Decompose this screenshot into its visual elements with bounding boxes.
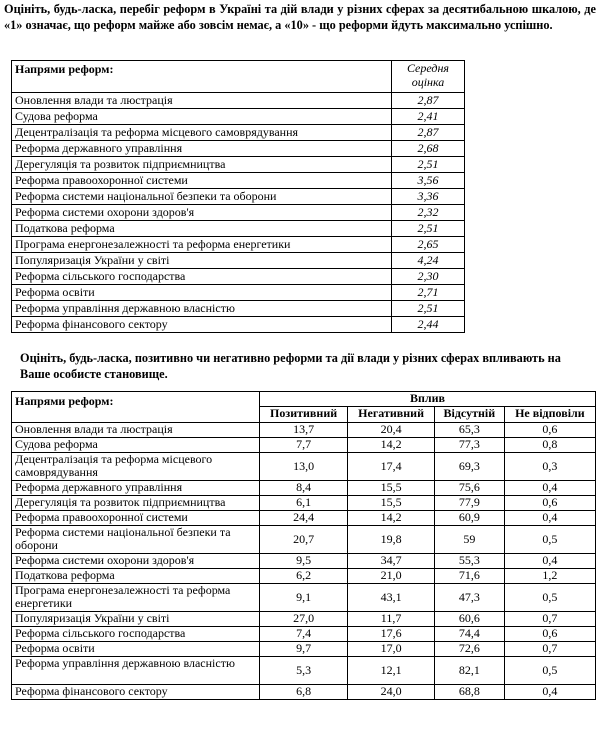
reform-name: Реформа державного управління <box>12 141 392 157</box>
no-answer-value: 0,4 <box>504 685 595 700</box>
table-row <box>12 253 465 269</box>
header-impact: Вплив <box>260 392 596 407</box>
reform-name: Реформа сільського господарства <box>12 269 392 285</box>
no-answer-value: 0,6 <box>504 423 595 438</box>
positive-value: 8,4 <box>260 481 348 496</box>
table-row <box>12 569 596 584</box>
reform-name: Дерегуляція та розвиток підприємництва <box>12 496 260 511</box>
positive-value: 9,1 <box>260 584 348 612</box>
average-score-value: 2,41 <box>392 109 465 125</box>
absent-value: 75,6 <box>434 481 504 496</box>
reform-name: Дерегуляція та розвиток підприємництва <box>12 157 392 173</box>
table-row <box>12 285 465 301</box>
negative-value: 19,8 <box>348 526 435 554</box>
absent-value: 74,4 <box>434 627 504 642</box>
no-answer-value: 0,8 <box>504 438 595 453</box>
positive-value: 13,0 <box>260 453 348 481</box>
average-score-value: 2,68 <box>392 141 465 157</box>
table-row <box>12 173 465 189</box>
table-row <box>12 481 596 496</box>
reform-name: Реформа системи національної безпеки та оборони <box>12 189 392 205</box>
reform-name: Оновлення влади та люстрація <box>12 423 260 438</box>
reform-name: Реформа правоохоронної системи <box>12 173 392 189</box>
table-row <box>12 554 596 569</box>
no-answer-value: 0,4 <box>504 511 595 526</box>
question-1-text: Оцініть, будь-ласка, перебіг реформ в Україні та дій влади у різних сферах за десятибальною шкалою, де «1» означає, що реформ майже або зовсім немає, а «10» - що реформи йдуть максимально успішно. <box>4 2 596 32</box>
absent-value: 60,6 <box>434 612 504 627</box>
negative-value: 14,2 <box>348 438 435 453</box>
table-row <box>12 237 465 253</box>
no-answer-value: 0,3 <box>504 453 595 481</box>
no-answer-value: 0,5 <box>504 526 595 554</box>
absent-value: 77,3 <box>434 438 504 453</box>
table-row <box>12 685 596 700</box>
absent-value: 71,6 <box>434 569 504 584</box>
average-score-value: 2,71 <box>392 285 465 301</box>
positive-value: 6,1 <box>260 496 348 511</box>
table-row <box>12 301 465 317</box>
reform-name: Реформа фінансового сектору <box>12 685 260 700</box>
negative-value: 11,7 <box>348 612 435 627</box>
table-row <box>12 189 465 205</box>
table-header-row <box>12 392 596 407</box>
table-row <box>12 317 465 333</box>
negative-value: 20,4 <box>348 423 435 438</box>
positive-value: 6,8 <box>260 685 348 700</box>
absent-value: 68,8 <box>434 685 504 700</box>
reform-name: Реформа фінансового сектору <box>12 317 392 333</box>
absent-value: 59 <box>434 526 504 554</box>
table-row <box>12 125 465 141</box>
table-row <box>12 657 596 685</box>
positive-value: 27,0 <box>260 612 348 627</box>
average-score-value: 2,65 <box>392 237 465 253</box>
header-positive: Позитивний <box>260 407 348 423</box>
reform-name: Реформа управління державною власністю <box>12 301 392 317</box>
negative-value: 24,0 <box>348 685 435 700</box>
absent-value: 55,3 <box>434 554 504 569</box>
absent-value: 65,3 <box>434 423 504 438</box>
average-score-value: 2,44 <box>392 317 465 333</box>
no-answer-value: 0,7 <box>504 612 595 627</box>
no-answer-value: 0,6 <box>504 627 595 642</box>
reform-name: Податкова реформа <box>12 221 392 237</box>
positive-value: 9,5 <box>260 554 348 569</box>
header-reform-directions: Напрями реформ: <box>12 61 392 93</box>
no-answer-value: 1,2 <box>504 569 595 584</box>
negative-value: 34,7 <box>348 554 435 569</box>
table-row <box>12 141 465 157</box>
table-row <box>12 642 596 657</box>
no-answer-value: 0,5 <box>504 584 595 612</box>
header-negative: Негативний <box>348 407 435 423</box>
reform-name: Програма енергонезалежності та реформа енергетики <box>12 237 392 253</box>
reform-name: Популяризація України у світі <box>12 612 260 627</box>
table-row <box>12 526 596 554</box>
table-row <box>12 584 596 612</box>
average-score-value: 2,30 <box>392 269 465 285</box>
positive-value: 6,2 <box>260 569 348 584</box>
reform-name: Реформа правоохоронної системи <box>12 511 260 526</box>
reform-name: Реформа системи охорони здоров'я <box>12 554 260 569</box>
table-row <box>12 438 596 453</box>
table-row <box>12 612 596 627</box>
reform-name: Децентралізація та реформа місцевого самоврядування <box>12 453 260 481</box>
header-reform-directions: Напрями реформ: <box>12 392 260 423</box>
negative-value: 17,6 <box>348 627 435 642</box>
average-score-value: 3,36 <box>392 189 465 205</box>
no-answer-value: 0,4 <box>504 554 595 569</box>
average-score-table <box>11 60 465 333</box>
reform-name: Реформа державного управління <box>12 481 260 496</box>
absent-value: 72,6 <box>434 642 504 657</box>
negative-value: 43,1 <box>348 584 435 612</box>
reform-name: Судова реформа <box>12 109 392 125</box>
negative-value: 17,4 <box>348 453 435 481</box>
question-2-text: Оцініть, будь-ласка, позитивно чи негативно реформи та дії влади у різних сферах впливають на Ваше особисте становище. <box>20 351 561 381</box>
negative-value: 12,1 <box>348 657 435 685</box>
reform-name: Реформа освіти <box>12 642 260 657</box>
table-row <box>12 109 465 125</box>
absent-value: 47,3 <box>434 584 504 612</box>
reform-name: Популяризація України у світі <box>12 253 392 269</box>
absent-value: 60,9 <box>434 511 504 526</box>
absent-value: 69,3 <box>434 453 504 481</box>
average-score-value: 2,51 <box>392 157 465 173</box>
positive-value: 7,4 <box>260 627 348 642</box>
no-answer-value: 0,7 <box>504 642 595 657</box>
table-row <box>12 221 465 237</box>
reform-name: Реформа освіти <box>12 285 392 301</box>
table-row <box>12 157 465 173</box>
negative-value: 15,5 <box>348 481 435 496</box>
negative-value: 15,5 <box>348 496 435 511</box>
absent-value: 77,9 <box>434 496 504 511</box>
average-score-value: 4,24 <box>392 253 465 269</box>
reform-name: Реформа сільського господарства <box>12 627 260 642</box>
positive-value: 20,7 <box>260 526 348 554</box>
no-answer-value: 0,4 <box>504 481 595 496</box>
table-row <box>12 205 465 221</box>
negative-value: 21,0 <box>348 569 435 584</box>
table-row <box>12 496 596 511</box>
positive-value: 13,7 <box>260 423 348 438</box>
positive-value: 9,7 <box>260 642 348 657</box>
negative-value: 14,2 <box>348 511 435 526</box>
average-score-value: 2,51 <box>392 221 465 237</box>
no-answer-value: 0,5 <box>504 657 595 685</box>
reform-name: Децентралізація та реформа місцевого самоврядування <box>12 125 392 141</box>
positive-value: 5,3 <box>260 657 348 685</box>
average-score-value: 3,56 <box>392 173 465 189</box>
reform-name: Реформа системи охорони здоров'я <box>12 205 392 221</box>
reform-name: Реформа управління державною власністю <box>12 657 260 685</box>
table-row <box>12 93 465 109</box>
positive-value: 7,7 <box>260 438 348 453</box>
header-average-score: Середня оцінка <box>392 61 465 93</box>
reform-name: Реформа системи національної безпеки та оборони <box>12 526 260 554</box>
average-score-value: 2,51 <box>392 301 465 317</box>
table-row <box>12 627 596 642</box>
absent-value: 82,1 <box>434 657 504 685</box>
average-score-value: 2,32 <box>392 205 465 221</box>
header-absent: Відсутній <box>434 407 504 423</box>
table-row <box>12 511 596 526</box>
table-header-row <box>12 61 465 93</box>
table-row <box>12 453 596 481</box>
impact-table <box>11 391 596 700</box>
positive-value: 24,4 <box>260 511 348 526</box>
header-no-answer: Не відповіли <box>504 407 595 423</box>
table-row <box>12 423 596 438</box>
reform-name: Оновлення влади та люстрація <box>12 93 392 109</box>
negative-value: 17,0 <box>348 642 435 657</box>
average-score-value: 2,87 <box>392 93 465 109</box>
table-row <box>12 269 465 285</box>
average-score-value: 2,87 <box>392 125 465 141</box>
reform-name: Судова реформа <box>12 438 260 453</box>
reform-name: Програма енергонезалежності та реформа енергетики <box>12 584 260 612</box>
no-answer-value: 0,6 <box>504 496 595 511</box>
reform-name: Податкова реформа <box>12 569 260 584</box>
